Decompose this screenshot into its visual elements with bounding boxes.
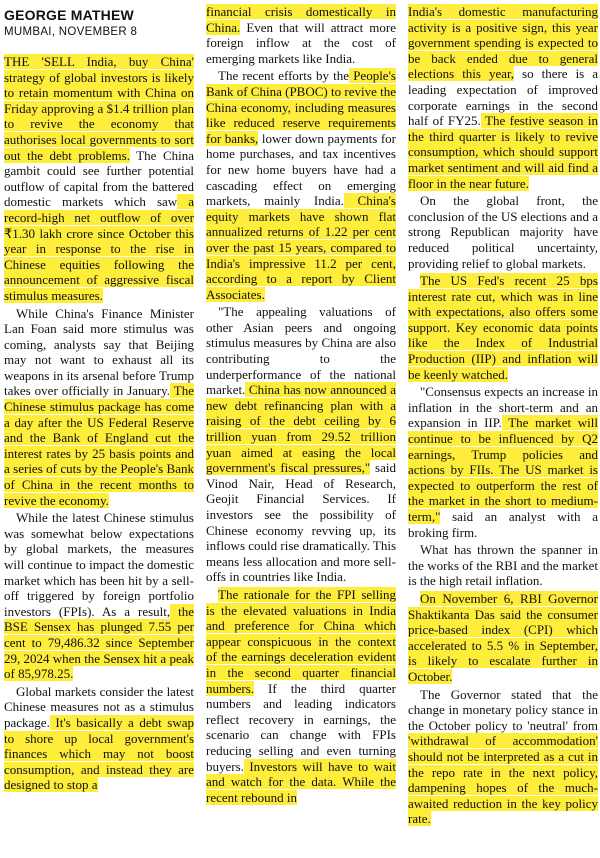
body-text: What has thrown the spanner in the works of the RBI and the market is the high retail inflation.	[408, 542, 598, 589]
body-text: Global markets consider the latest Chinese measures not as a stimulus package.	[4, 683, 194, 730]
highlighted-text: THE 'SELL India, buy China' strategy of global investors is likely to retain momentum with China on Friday approving a $1.4 trillion plan to revive the economy that authorises local governments to sort out the debt problems.	[4, 54, 194, 163]
highlighted-text: The festive season in the third quarter is likely to revive consumption, which should support market sentiment and will aid find a floor in the near future.	[408, 113, 598, 191]
body-text: The recent efforts by the	[218, 68, 350, 84]
paragraph	[408, 273, 598, 382]
body-text: lower down payments for home purchases, and tax incentives for new home buyers have had a cascading effect on emerging markets, mainly India.	[206, 130, 396, 209]
body-text: While China's Finance Minister Lan Foan said more stimulus was coming, analysts say that Beijing may not want to exhaust all its weapons in its arsenal before Trump takes over officially in January.	[4, 305, 194, 399]
byline-dateline: MUMBAI, NOVEMBER 8	[4, 26, 138, 38]
body-text: so there is a leading expectation of improved corporate earnings in the second half of FY25.	[408, 66, 598, 129]
paragraph	[4, 684, 194, 793]
body-text: While the latest Chinese stimulus was somewhat below expectations by global markets, the measures will continue to impact the domestic market which has been hit by a sell-off triggered by foreign portfolio investors (FPIs). As a result,	[4, 510, 194, 619]
highlighted-text: People's Bank of China (PBOC) to revive the China economy, including measures like reduced reserve requirements for banks,	[206, 68, 396, 146]
highlighted-text: The rationale for the FPI selling is the elevated valuations in India and preference for China which appear conspicuous in the context of the earnings deceleration evident in the second quarter financial numbers.	[206, 586, 396, 696]
byline-author: GEORGE MATHEW	[4, 7, 134, 23]
column-2-body	[206, 4, 396, 805]
highlighted-text: On November 6, RBI Governor Shaktikanta Das said the consumer price-based index (CPI) which accelerated to 5.5 % in September, is likely to escalate further in October.	[408, 590, 598, 684]
paragraph	[4, 306, 194, 509]
paragraph	[4, 510, 194, 682]
highlighted-text: China's equity markets have shown flat annualized returns of 1.22 per cent over the past 15 years, compared to India's impressive 11.2 per cent, according to a report by Client Associates.	[206, 193, 396, 302]
highlighted-text: financial crisis domestically in China.	[206, 4, 396, 35]
paragraph	[408, 193, 598, 271]
paragraph	[206, 587, 396, 805]
highlighted-text: China has now announced a new debt refinancing plan with a raising of the debt ceiling by 6 trillion yuan from 29.52 trillion yuan aimed at easing the local government's fiscal pressures,"	[206, 382, 396, 476]
highlighted-text: Investors will have to wait and watch for the data. While the recent rebound in	[206, 758, 396, 805]
article-column-2	[206, 4, 396, 854]
article-column-1	[4, 4, 194, 854]
body-text: "Consensus expects an increase in inflation in the short-term and an expansion in IIP.	[408, 384, 598, 431]
body-text: "The appealing valuations of other Asian peers and ongoing stimulus measures by China are also contributing to the underperformance of the national market.	[206, 304, 396, 398]
column-3-body	[408, 4, 598, 827]
highlighted-text: India's domestic manufacturing activity is a positive sign, this year government spending is expected to be back ended due to general elections this year,	[408, 4, 598, 82]
paragraph	[206, 68, 396, 302]
paragraph	[408, 384, 598, 540]
article-column-3	[408, 4, 598, 854]
column-1-body	[4, 54, 194, 793]
paragraph	[408, 542, 598, 589]
paragraph	[206, 304, 396, 585]
body-text: said Vinod Nair, Head of Research, Geojit Financial Services. If investors see the possibility of Chinese economy revving up, its inflows could rise dramatically. This means less allocation and more sell-offs in countries like India.	[206, 460, 396, 585]
highlighted-text: The market will continue to be influenced by Q2 earnings, Trump policies and actions by FIIs. The US market is expected to outperform the rest of the market in the short to medium-term,"	[408, 415, 598, 524]
paragraph	[408, 591, 598, 685]
body-text: Even that will attract more foreign inflow at the cost of emerging markets like India.	[206, 19, 396, 66]
body-text: The China gambit could see further potential outflow of capital from the battered domestic markets which saw	[4, 147, 194, 210]
body-text: On the global front, the conclusion of the US elections and a strong Republican majority have reduced political uncertainty, providing relief to global markets.	[408, 193, 598, 271]
body-text: The Governor stated that the change in monetary policy stance in the October policy to 'neutral' from	[408, 686, 598, 733]
paragraph	[408, 687, 598, 827]
body-text: If the third quarter numbers and leading indicators reflect recovery in earnings, the scenario can change with FPIs reducing selling and even turning buyers.	[206, 680, 396, 774]
highlighted-text: 'withdrawal of accommodation' should not be interpreted as a cut in the repo rate in the next policy, dampening hopes of the much-awaited reduction in the key policy rate.	[408, 733, 598, 827]
paragraph	[206, 4, 396, 66]
highlighted-text: a record-high net outflow of over ₹1.30 lakh crore since October this year in response to the rise in Chinese equities following the announcement of aggressive fiscal stimulus measures.	[4, 194, 194, 303]
paragraph	[4, 54, 194, 304]
highlighted-text: the BSE Sensex has plunged 7.55 per cent to 79,486.32 since September 29, 2024 when the Sensex hit a peak of 85,978.25.	[4, 603, 194, 682]
highlighted-text: The Chinese stimulus package has come a day after the US Federal Reserve and the Bank of England cut the interest rates by 25 basis points and a series of cuts by the People's Bank of China in the recent months to revive the economy.	[4, 383, 194, 508]
body-text: said an analyst with a broking firm.	[408, 509, 598, 540]
paragraph	[408, 4, 598, 191]
highlighted-text: It's basically a debt swap to shore up local government's finances which may not boost consumption, and instead they are designed to stop a	[4, 714, 194, 793]
highlighted-text: The US Fed's recent 25 bps interest rate cut, which was in line with expectations, also offers some support. Key economic data points like the Index of Industrial Production (IIP) and inflation will be keenly watched.	[408, 273, 598, 382]
